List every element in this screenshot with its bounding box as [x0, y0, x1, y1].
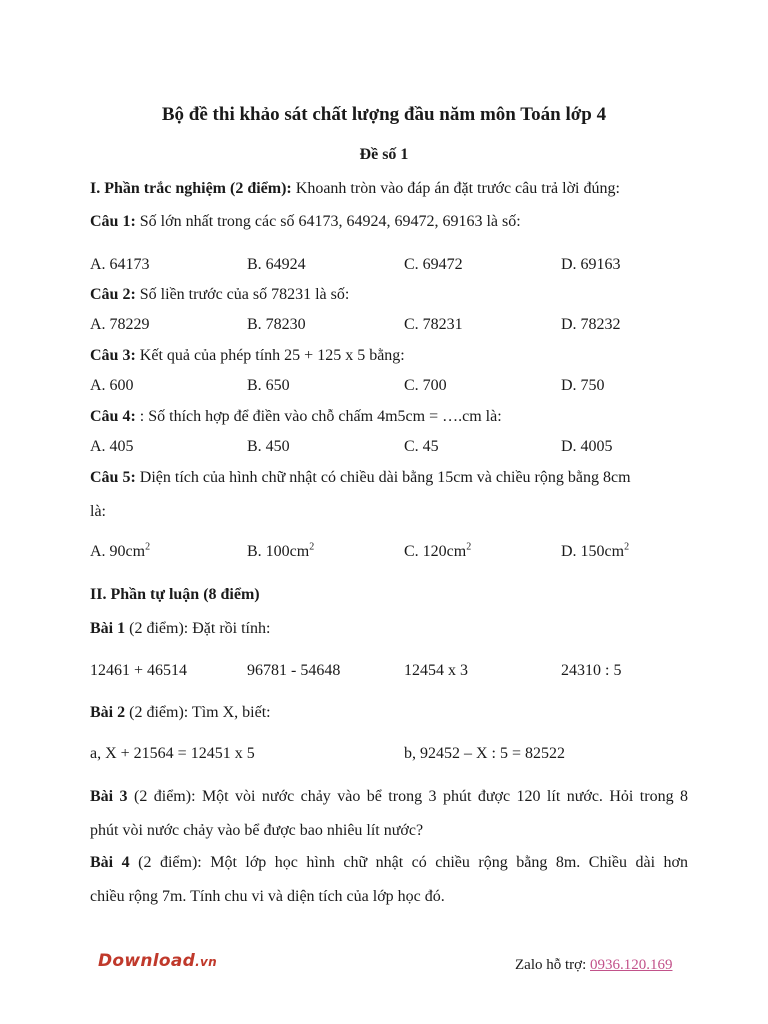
document-title: Bộ đề thi khảo sát chất lượng đầu năm môn Toán lớp 4: [161, 104, 607, 125]
part1-heading: I. Phần trắc nghiệm (2 điểm):: [90, 180, 292, 197]
q4-option-c: C. 45: [404, 438, 439, 455]
exercise-2-item-b: b, 92452 – X : 5 = 82522: [404, 745, 566, 762]
q1-option-d: D. 69163: [561, 256, 621, 273]
q1-option-a: A. 64173: [90, 256, 150, 273]
zalo-label: Zalo hỗ trợ:: [515, 957, 590, 973]
question-1-label: Câu 1:: [90, 213, 136, 230]
exercise-4-label: Bài 4: [90, 854, 130, 871]
exercise-3-continued: phút vòi nước chảy vào bể được bao nhiêu lít nước?: [90, 822, 424, 839]
question-2-text: Số liền trước của số 78231 là số:: [135, 286, 350, 303]
q4-option-d: D. 4005: [561, 438, 613, 455]
exercise-3: [90, 788, 688, 806]
question-5-label: Câu 5:: [90, 469, 136, 486]
question-2-label: Câu 2:: [90, 286, 136, 303]
question-4-label: Câu 4:: [90, 408, 136, 425]
q1-option-b: B. 64924: [247, 256, 306, 273]
q2-option-a: A. 78229: [90, 316, 150, 333]
exercise-2-item-a: a, X + 21564 = 12451 x 5: [90, 745, 255, 762]
part2-heading: II. Phần tự luận (8 điểm): [90, 586, 260, 603]
q4-option-b: B. 450: [247, 438, 290, 455]
exercise-4-text: (2 điểm): Một lớp học hình chữ nhật có chiều rộng bằng 8m. Chiều dài hơn: [129, 854, 689, 871]
question-5: [90, 469, 631, 487]
q5-option-d: D. $150cm^2$: [561, 541, 630, 560]
exercise-1-item-1: 12461 + 46514: [90, 662, 188, 679]
exercise-1-label: Bài 1: [90, 620, 126, 637]
q1-option-c: C. 69472: [404, 256, 463, 273]
q3-option-d: D. 750: [561, 377, 605, 394]
question-4: [90, 408, 502, 426]
question-5-continued: là:: [90, 503, 106, 520]
exercise-3-text: (2 điểm): Một vòi nước chảy vào bể trong 3 phút được 120 lít nước. Hỏi trong 8: [127, 788, 688, 805]
exercise-2-label: Bài 2: [90, 704, 126, 721]
part1-heading-line: [90, 180, 620, 198]
q4-option-a: A. 405: [90, 438, 134, 455]
document-subtitle: Đề số 1: [359, 146, 409, 163]
exercise-2-text: (2 điểm): Tìm X, biết:: [125, 704, 271, 721]
q3-option-c: C. 700: [404, 377, 447, 394]
zalo-support: [515, 957, 673, 974]
exercise-2: [90, 704, 271, 722]
q5-option-a: A. $90cm^2$: [90, 541, 151, 560]
question-3-label: Câu 3:: [90, 347, 136, 364]
question-3-text: Kết quả của phép tính 25 + 125 x 5 bằng:: [135, 347, 405, 364]
exercise-1: [90, 620, 270, 638]
q5-option-b: B. $100cm^2$: [247, 541, 315, 560]
exercise-3-label: Bài 3: [90, 788, 128, 805]
q2-option-c: C. 78231: [404, 316, 463, 333]
exercise-1-item-2: 96781 - 54648: [247, 662, 341, 679]
question-2: [90, 286, 349, 304]
q3-option-b: B. 650: [247, 377, 290, 394]
q2-option-b: B. 78230: [247, 316, 306, 333]
question-1-text: Số lớn nhất trong các số 64173, 64924, 69472, 69163 là số:: [135, 213, 521, 230]
exercise-1-item-4: 24310 : 5: [561, 662, 622, 679]
download-vn-logo[interactable]: Download.vn: [98, 951, 217, 971]
exercise-1-text: (2 điểm): Đặt rồi tính:: [125, 620, 271, 637]
q3-option-a: A. 600: [90, 377, 134, 394]
question-5-text: Diện tích của hình chữ nhật có chiều dài bằng 15cm và chiều rộng bằng 8cm: [135, 469, 631, 486]
support-phone-link[interactable]: 0936.120.169: [590, 957, 673, 973]
q5-option-c: C. $120cm^2$: [404, 541, 472, 560]
exercise-4: [90, 854, 688, 872]
exercise-1-item-3: 12454 x 3: [404, 662, 468, 679]
q2-option-d: D. 78232: [561, 316, 621, 333]
question-4-text: : Số thích hợp để điền vào chỗ chấm 4m5cm = ….cm là:: [135, 408, 502, 425]
exercise-4-continued: chiều rộng 7m. Tính chu vi và diện tích của lớp học đó.: [90, 888, 445, 905]
question-3: [90, 347, 405, 365]
part1-instruction: Khoanh tròn vào đáp án đặt trước câu trả lời đúng:: [291, 180, 620, 197]
question-1: [90, 213, 521, 231]
